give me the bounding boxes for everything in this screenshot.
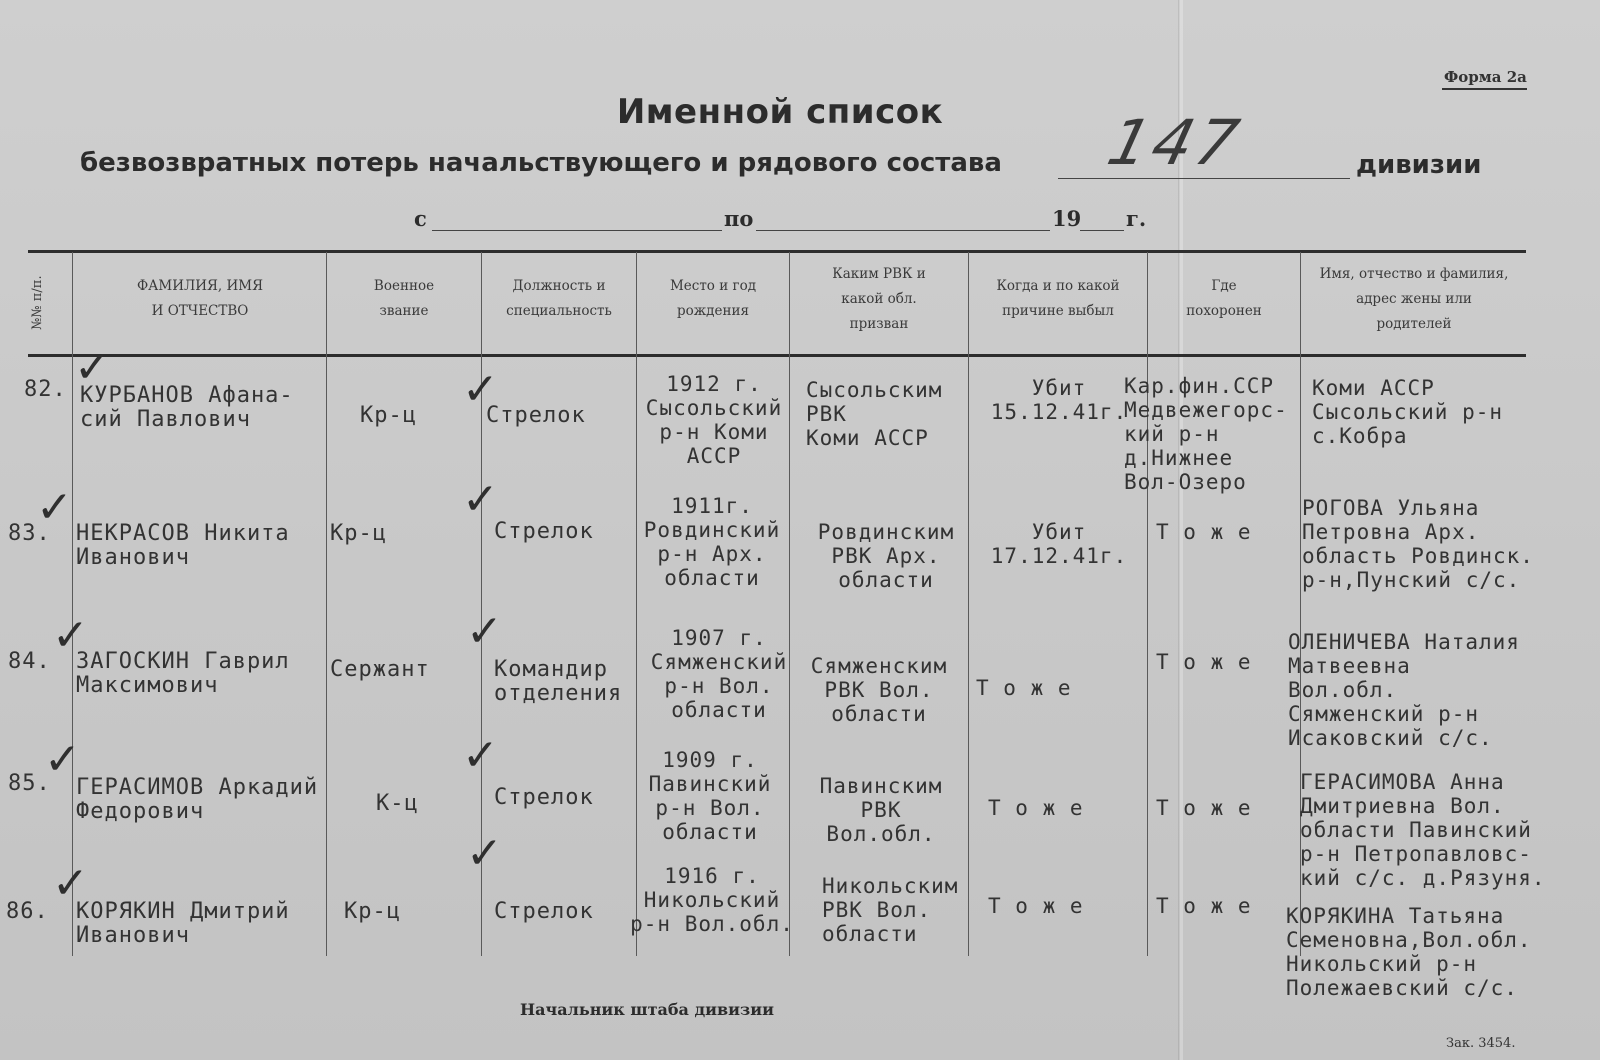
header-rank: Военное звание [373, 278, 435, 319]
check-mark: ✓ [466, 828, 503, 879]
row-relatives: ОЛЕНИЧЕВА Наталия Матвеевна Вол.обл. Сямженский р-н Исаковский с/с. [1288, 630, 1520, 750]
row-when: Убит 15.12.41г. [990, 376, 1128, 424]
check-mark: ✓ [52, 858, 89, 909]
table-top-rule [28, 250, 1526, 253]
column-divider [72, 252, 73, 956]
row-birth: 1916 г. Никольский р-н Вол.обл. [630, 864, 794, 936]
column-divider [1147, 252, 1148, 956]
row-rank: Кр-ц [344, 899, 401, 924]
row-when: Т о ж е [988, 894, 1084, 918]
column-divider [968, 252, 969, 956]
division-underline [1058, 178, 1350, 179]
row-name: ЗАГОСКИН Гаврил Максимович [76, 649, 290, 698]
row-birth: 1911г. Ровдинский р-н Арх. области [643, 494, 781, 590]
row-when: Т о ж е [976, 676, 1072, 700]
date-from-line [432, 230, 722, 231]
row-birth: 1907 г. Сямженский р-н Вол. области [650, 626, 788, 722]
header-relatives: Имя, отчество и фамилия, адрес жены или родителей [1319, 266, 1509, 332]
row-buried: Т о ж е [1156, 894, 1252, 918]
check-mark: ✓ [52, 610, 89, 661]
row-rvk: Никольским РВК Вол. области [822, 874, 959, 946]
header-when: Когда и по какой причине выбыл [996, 278, 1120, 319]
row-number: 83. [8, 521, 51, 546]
row-relatives: ГЕРАСИМОВА Анна Дмитриевна Вол. области Павинский р-н Петропавловс- кий с/с. д.Рязуня. [1300, 770, 1546, 890]
column-divider [789, 252, 790, 956]
row-rank: К-ц [376, 791, 419, 816]
row-rvk: Сямженским РВК Вол. области [810, 654, 948, 726]
row-number: 85. [8, 771, 51, 796]
row-rank: Кр-ц [360, 403, 417, 428]
row-rvk: Павинским РВК Вол.обл. [819, 774, 943, 846]
date-from-label: с [414, 206, 427, 231]
table-header-rule [28, 354, 1526, 357]
check-mark: ✓ [74, 342, 111, 393]
division-number: 147 [1100, 106, 1250, 179]
check-mark: ✓ [462, 730, 499, 781]
check-mark: ✓ [462, 364, 499, 415]
signature-label: Начальник штаба дивизии [520, 1000, 774, 1019]
row-rank: Кр-ц [330, 521, 387, 546]
year-prefix: 19 [1052, 206, 1082, 231]
year-line [1080, 230, 1124, 231]
row-position: Стрелок [494, 519, 594, 544]
order-number: Зак. 3454. [1446, 1036, 1516, 1051]
header-buried: Где похоронен [1186, 278, 1262, 319]
check-mark: ✓ [462, 474, 499, 525]
row-buried: Кар.фин.ССР Медвежегорс- кий р-н д.Нижнее Вол-Озеро [1124, 374, 1288, 494]
row-buried: Т о ж е [1156, 520, 1252, 544]
header-number: №№ п/п. [30, 275, 45, 330]
date-to-line [756, 230, 1050, 231]
row-rank: Сержант [330, 657, 430, 682]
row-rvk: Сысольским РВК Коми АССР [806, 378, 943, 450]
row-when: Т о ж е [988, 796, 1084, 820]
row-name: КУРБАНОВ Афана- сий Павлович [80, 383, 294, 432]
year-suffix: г. [1126, 206, 1147, 231]
header-name: ФАМИЛИЯ, ИМЯ И ОТЧЕСТВО [136, 278, 264, 319]
division-label: дивизии [1356, 150, 1482, 180]
column-divider [326, 252, 327, 956]
row-name: ГЕРАСИМОВ Аркадий Федорович [76, 775, 319, 824]
row-relatives: РОГОВА Ульяна Петровна Арх. область Ровдинск. р-н,Пунский с/с. [1302, 496, 1534, 592]
date-to-label: по [724, 206, 754, 231]
row-number: 86. [6, 899, 49, 924]
row-number: 82. [24, 377, 67, 402]
document-subtitle: безвозвратных потерь начальствующего и рядового состава [80, 148, 1002, 178]
row-number: 84. [8, 649, 51, 674]
column-divider [636, 252, 637, 956]
row-relatives: Коми АССР Сысольский р-н с.Кобра [1312, 376, 1504, 448]
row-position: Стрелок [486, 403, 586, 428]
check-mark: ✓ [466, 606, 503, 657]
row-buried: Т о ж е [1156, 650, 1252, 674]
row-when: Убит 17.12.41г. [990, 520, 1128, 568]
row-rvk: Ровдинским РВК Арх. области [817, 520, 955, 592]
row-position: Стрелок [494, 785, 594, 810]
header-birth: Место и год рождения [669, 278, 757, 319]
document-title: Именной список [616, 92, 944, 132]
row-buried: Т о ж е [1156, 796, 1252, 820]
form-number: Форма 2а [1442, 68, 1527, 90]
row-position: Командир отделения [494, 657, 623, 706]
row-relatives: КОРЯКИНА Татьяна Семеновна,Вол.обл. Никольский р-н Полежаевский с/с. [1286, 904, 1532, 1000]
row-birth: 1912 г. Сысольский р-н Коми АССР [645, 372, 783, 468]
check-mark: ✓ [44, 734, 81, 785]
row-position: Стрелок [494, 899, 594, 924]
header-rvk: Каким РВК и какой обл. призван [832, 266, 926, 332]
row-birth: 1909 г. Павинский р-н Вол. области [648, 748, 772, 844]
row-name: КОРЯКИН Дмитрий Иванович [76, 899, 290, 948]
check-mark: ✓ [36, 482, 73, 533]
row-name: НЕКРАСОВ Никита Иванович [76, 521, 290, 570]
header-position: Должность и специальность [506, 278, 612, 319]
